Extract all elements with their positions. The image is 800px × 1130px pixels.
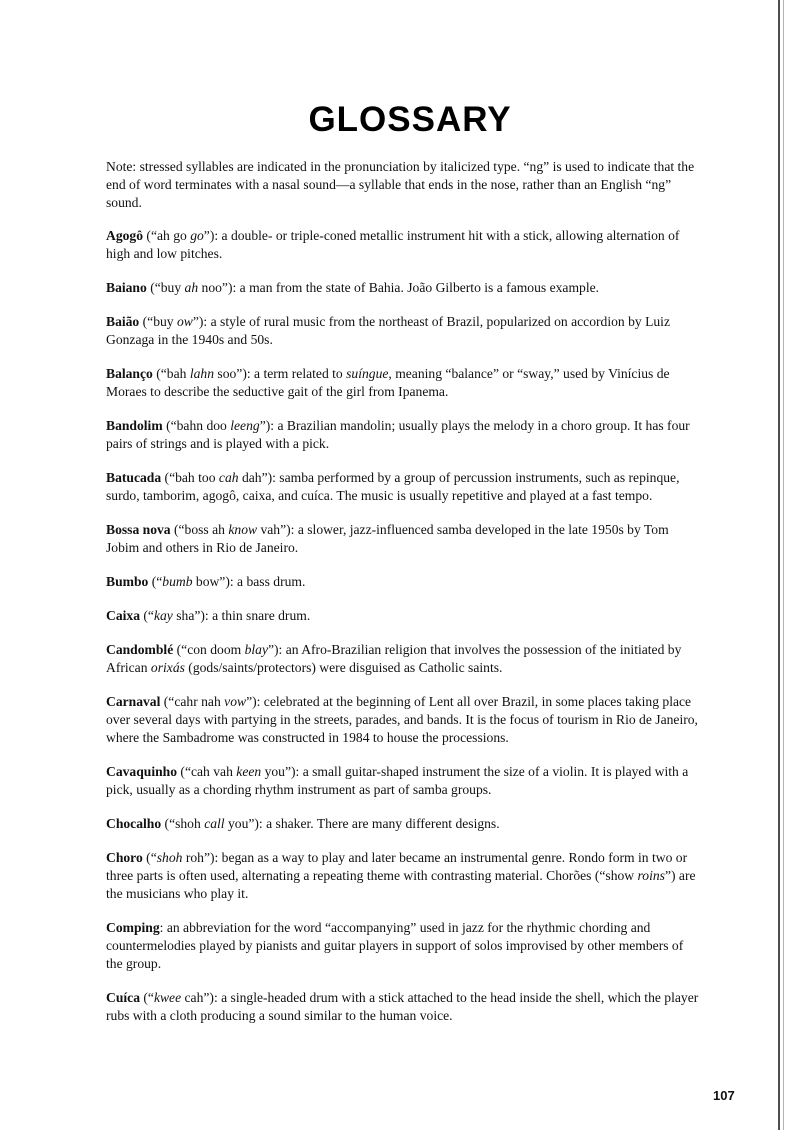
stressed-syllable: lahn <box>189 366 214 381</box>
entry-text: noo”): a man from the state of Bahia. João Gilberto is a famous example. <box>198 280 600 295</box>
italic-term: roins <box>637 868 665 883</box>
glossary-entry <box>106 989 700 1025</box>
stressed-syllable: shoh <box>156 850 183 865</box>
stressed-syllable: blay <box>244 642 268 657</box>
entry-term: Baião <box>106 314 140 329</box>
glossary-entry <box>106 693 700 747</box>
entry-text: ”) are the musicians who play it. <box>106 868 696 901</box>
stressed-syllable: kay <box>153 608 173 623</box>
stressed-syllable: know <box>228 522 258 537</box>
glossary-entry <box>106 521 700 557</box>
italic-term: suíngue <box>346 366 389 381</box>
glossary-entry <box>106 849 700 903</box>
entry-text: : an abbreviation for the word “accompanying” used in jazz for the rhythmic chording and countermelodies played by pianists and guitar players in support of solos improvised by other members of the group. <box>106 920 684 971</box>
glossary-entry <box>106 227 700 263</box>
entry-text: ”): celebrated at the beginning of Lent all over Brazil, in some places taking place over several days with partying in the streets, parades, and bands. It is the focus of tourism in Rio de Janeiro, where the Sambadrome was constructed in 1984 to house the processions. <box>106 694 698 745</box>
glossary-entry <box>106 607 700 625</box>
entry-text: bow”): a bass drum. <box>192 574 306 589</box>
entry-term: Comping <box>106 920 160 935</box>
stressed-syllable: call <box>204 816 225 831</box>
glossary-entry <box>106 763 700 799</box>
entry-term: Candomblé <box>106 642 174 657</box>
entry-text: vah”): a slower, jazz-influenced samba developed in the late 1950s by Tom Jobim and others in Rio de Janeiro. <box>106 522 669 555</box>
stressed-syllable: leeng <box>230 418 260 433</box>
italic-term: orixás <box>150 660 185 675</box>
entry-term: Baiano <box>106 280 147 295</box>
stressed-syllable: bumb <box>162 574 193 589</box>
entry-text: sha”): a thin snare drum. <box>172 608 311 623</box>
entry-text: (“cah vah <box>177 764 237 779</box>
glossary-entry <box>106 279 700 297</box>
page-number: 107 <box>713 1088 735 1103</box>
entry-term: Bumbo <box>106 574 149 589</box>
stressed-syllable: kwee <box>153 990 182 1005</box>
entry-text: (“bah <box>152 366 190 381</box>
entry-text: (“buy <box>146 280 185 295</box>
entry-text: you”): a small guitar-shaped instrument the size of a violin. It is played with a pick, usually as a chording rhythm instrument as part of samba groups. <box>106 764 689 797</box>
entry-text: (“con doom <box>173 642 245 657</box>
entry-term: Caixa <box>106 608 140 623</box>
glossary-entry <box>106 469 700 505</box>
entry-text: dah”): samba performed by a group of percussion instruments, such as repinque, surdo, tamborim, agogô, caixa, and cuíca. The music is usually repetitive and played at a fast tempo. <box>106 470 680 503</box>
stressed-syllable: vow <box>224 694 247 709</box>
entry-text: you”): a shaker. There are many different designs. <box>224 816 500 831</box>
entry-term: Cuíca <box>106 990 140 1005</box>
entry-text: (“ <box>139 608 154 623</box>
stressed-syllable: go <box>190 228 204 243</box>
entry-text: (“shoh <box>161 816 205 831</box>
entry-text: (“ah go <box>143 228 191 243</box>
entry-text: (“bahn doo <box>162 418 231 433</box>
stressed-syllable: keen <box>236 764 262 779</box>
entry-text: ”): a double- or triple-coned metallic instrument hit with a stick, allowing alternation of high and low pitches. <box>106 228 680 261</box>
entry-text: , meaning “balance” or “sway,” used by Vinícius de Moraes to describe the seductive gait of the girl from Ipanema. <box>106 366 670 399</box>
glossary-content <box>106 158 700 1041</box>
entry-text: cah”): a single-headed drum with a stick attached to the head inside the shell, which the player rubs with a cloth producing a sound similar to the human voice. <box>106 990 699 1023</box>
entry-term: Balanço <box>106 366 153 381</box>
entry-text: (“cahr nah <box>160 694 225 709</box>
glossary-entry <box>106 641 700 677</box>
entry-text: ”): a Brazilian mandolin; usually plays the melody in a choro group. It has four pairs of strings and is played with a pick. <box>106 418 690 451</box>
page-title: GLOSSARY <box>308 100 512 139</box>
stressed-syllable: ah <box>184 280 199 295</box>
entry-text: roh”): began as a way to play and later became an instrumental genre. Rondo form in two or three parts is often used, alternating a repeating theme with contrasting material. Chorões (“show <box>106 850 688 883</box>
entry-term: Choro <box>106 850 143 865</box>
stressed-syllable: cah <box>218 470 239 485</box>
glossary-entry <box>106 313 700 349</box>
glossary-entry <box>106 417 700 453</box>
pronunciation-note: Note: stressed syllables are indicated in the pronunciation by italicized type. “ng” is used to indicate that the end of word terminates with a nasal sound—a syllable that ends in the nose, rather than an English “ng” sound. <box>106 159 695 210</box>
entry-term: Chocalho <box>106 816 162 831</box>
entry-text: (“buy <box>139 314 177 329</box>
entry-term: Bandolim <box>106 418 163 433</box>
glossary-entry <box>106 815 700 833</box>
entry-term: Batucada <box>106 470 162 485</box>
entry-term: Carnaval <box>106 694 161 709</box>
entry-text: (“ <box>142 850 157 865</box>
entry-text: (“ <box>139 990 154 1005</box>
entry-text: (gods/saints/protectors) were disguised as Catholic saints. <box>184 660 503 675</box>
entry-term: Agogô <box>106 228 144 243</box>
entry-text: (“bah too <box>161 470 219 485</box>
glossary-entry <box>106 365 700 401</box>
entry-text: ”): an Afro-Brazilian religion that involves the possession of the initiated by African <box>106 642 682 675</box>
binding-edge-line-faint <box>783 0 784 1130</box>
entry-text: ”): a style of rural music from the northeast of Brazil, popularized on accordion by Luiz Gonzaga in the 1940s and 50s. <box>106 314 670 347</box>
entry-term: Cavaquinho <box>106 764 178 779</box>
binding-edge-line <box>778 0 780 1130</box>
entry-text: (“ <box>148 574 163 589</box>
glossary-entry <box>106 919 700 973</box>
entry-term: Bossa nova <box>106 522 171 537</box>
entry-text: (“boss ah <box>170 522 229 537</box>
glossary-entry <box>106 573 700 591</box>
entry-text: soo”): a term related to <box>214 366 347 381</box>
stressed-syllable: ow <box>176 314 193 329</box>
